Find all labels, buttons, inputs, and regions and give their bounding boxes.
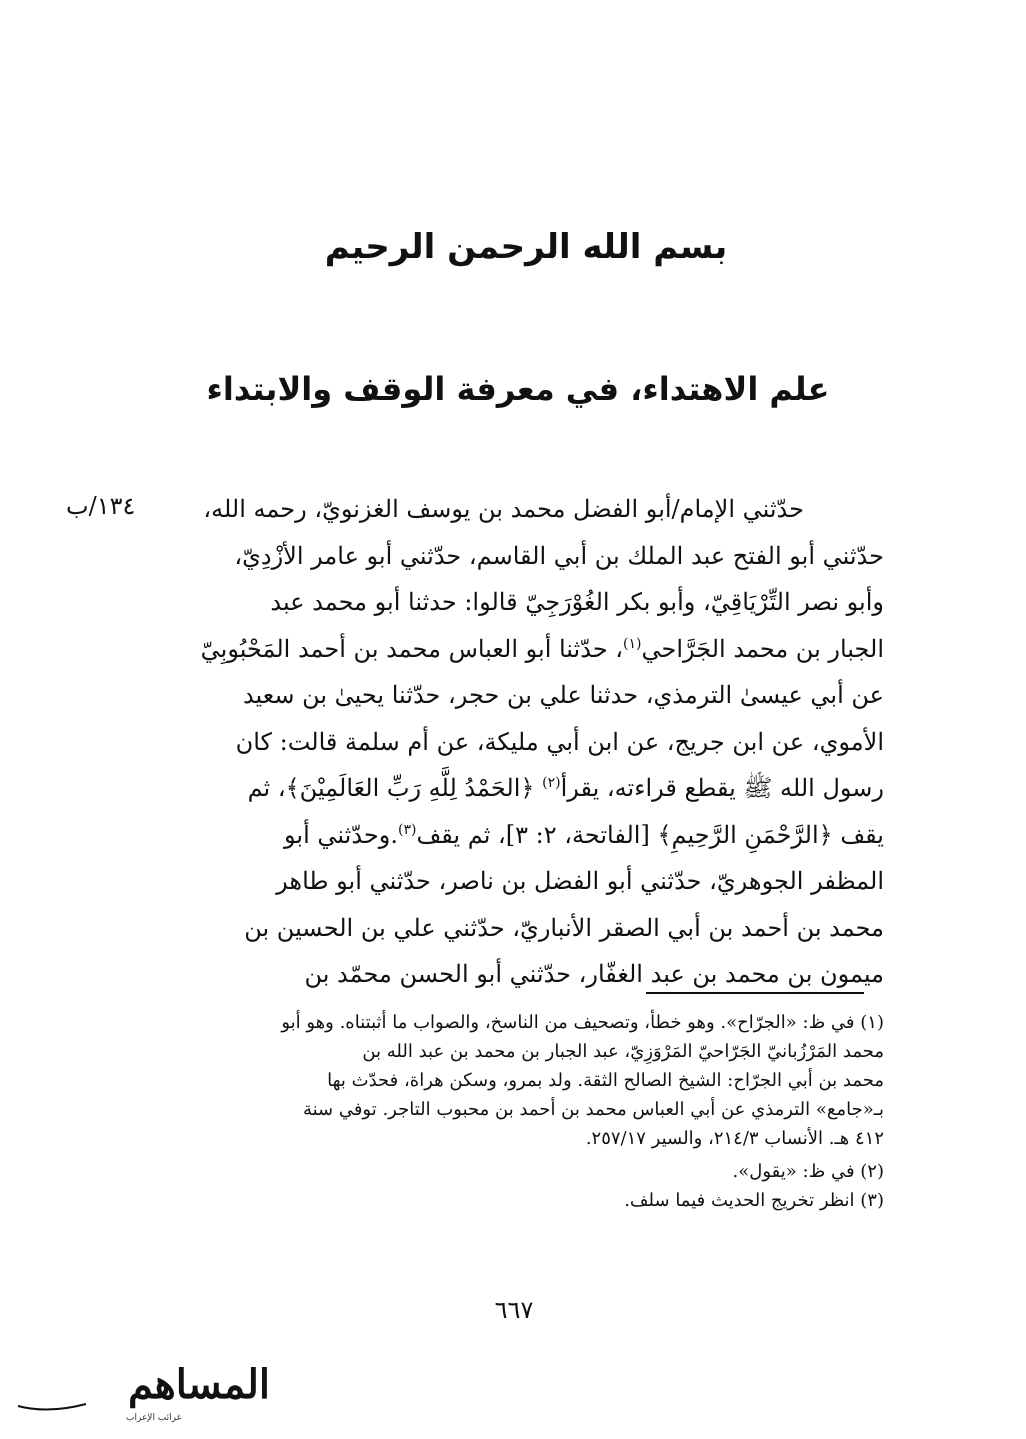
text-line-8	[168, 812, 884, 859]
text-line-1: حدّثني الإمام/أبو الفضل محمد بن يوسف الغزنويّ، رحمه الله،	[203, 495, 804, 523]
logo-flourish	[18, 1404, 86, 1410]
footnote-ref-1: (١)	[623, 635, 642, 652]
text-line-7	[168, 765, 884, 812]
footnote-1-line-1: (١) في ظ: «الجرّاح». وهو خطأ، وتصحيف من الناسخ، والصواب ما أثبتناه. وهو أبو	[281, 1012, 884, 1033]
footnote-1-line-3: محمد بن أبي الجرّاح: الشيخ الصالح الثقة. ولد بمرو، وسكن هراة، فحدّث بها	[327, 1070, 884, 1091]
chapter-title: علم الاهتداء، في معرفة الوقف والابتداء	[206, 370, 830, 408]
footnote-ref-3: (٣)	[397, 821, 417, 838]
text-line-5: عن أبي عيسىٰ الترمذي، حدثنا علي بن حجر، حدّثنا يحيىٰ بن سعيد	[242, 681, 884, 709]
footnote-1-line-4: بـ«جامع» الترمذي عن أبي العباس محمد بن أحمد بن محبوب التاجر. توفي سنة	[302, 1099, 884, 1120]
footnote-1-line-2: محمد المَرْزُبانيّ الجَرّاحيّ المَرْوَزِيّ، عبد الجبار بن محمد بن عبد الله بن	[362, 1041, 884, 1062]
text-line-4	[168, 626, 884, 673]
text-line-7-part-b: ﴿الحَمْدُ لِلَّهِ رَبِّ العَالَمِيْنَ﴾، ثم	[247, 774, 535, 802]
footnote-2: (٢) في ظ: «يقول».	[732, 1161, 884, 1182]
main-text	[168, 486, 884, 998]
text-line-6: الأموي، عن ابن جريج، عن ابن أبي مليكة، عن أم سلمة قالت: كان	[235, 727, 884, 756]
text-line-4-part-b: ، حدّثنا أبو العباس محمد بن أحمد المَحْبُوبِيّ	[200, 634, 624, 663]
logo-text: المساهم	[128, 1361, 271, 1408]
publisher-logo-icon	[8, 1344, 271, 1434]
footnote-3: (٣) انظر تخريج الحديث فيما سلف.	[624, 1190, 884, 1211]
folio-reference: ١٣٤/ب	[66, 492, 136, 520]
basmala-heading: بسم الله الرحمن الرحيم	[324, 227, 728, 267]
text-line-2: حدّثني أبو الفتح عبد الملك بن أبي القاسم، حدّثني أبو عامر الأزْدِيّ،	[234, 541, 884, 570]
text-line-11: ميمون بن محمد بن عبد الغفّار، حدّثني أبو الحسن محمّد بن	[304, 960, 884, 988]
footnote-1-line-5: ٤١٢ هـ. الأنساب ٢١٤/٣، والسير ٢٥٧/١٧.	[585, 1128, 884, 1149]
text-line-10: محمد بن أحمد بن أبي الصقر الأنباريّ، حدّثني علي بن الحسين بن	[244, 913, 884, 942]
footnote-separator	[646, 992, 864, 994]
footnote-ref-2: (٢)	[542, 775, 561, 791]
text-line-4-part-a: الجبار بن محمد الجَرَّاحي	[641, 634, 884, 663]
page-number: ٦٦٧	[494, 1296, 534, 1324]
text-line-3: وأبو نصر التِّرْيَاقِيّ، وأبو بكر الغُوْرَجِيّ قالوا: حدثنا أبو محمد عبد	[270, 588, 884, 616]
text-line-8-part-b: .وحدّثني أبو	[284, 820, 398, 849]
text-line-9: المظفر الجوهريّ، حدّثني أبو الفضل بن ناصر، حدّثني أبو طاهر	[276, 867, 884, 895]
logo-subtext: غرائب الإعراب	[126, 1413, 182, 1423]
text-line-7-part-a: رسول الله ﷺ يقطع قراءته، يقرأ	[560, 774, 884, 802]
footnotes	[168, 1008, 884, 1215]
text-line-8-part-a: يقف ﴿الرَّحْمَنِ الرَّحِيمِ﴾ [الفاتحة، ٢: ٣]، ثم يقف	[416, 820, 884, 849]
